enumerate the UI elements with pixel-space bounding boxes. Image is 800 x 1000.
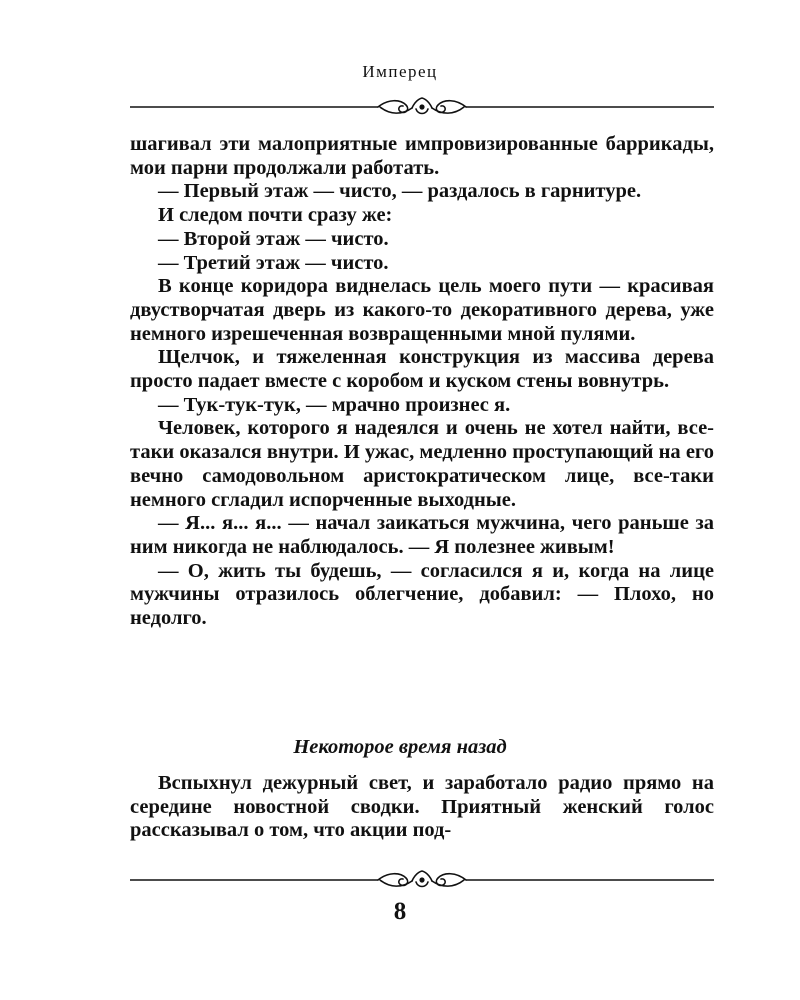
paragraph: — Я... я... я... — начал заикаться мужчина, чего раньше за ним никогда не наблюдалось. — Я полезнее живым! <box>130 512 714 558</box>
flourish-ornament-icon <box>130 95 714 119</box>
paragraph: Щелчок, и тяжеленная конструкция из массива дерева просто падает вместе с коробом и куском стены вовнутрь. <box>130 346 714 393</box>
paragraph: — Тук-тук-тук, — мрачно произнес я. <box>158 393 511 416</box>
paragraph: — Первый этаж — чисто, — раздалось в гарнитуре. <box>158 180 642 203</box>
paragraph: шагивал эти малоприятные импровизированные баррикады, мои парни продолжали работать. <box>130 133 714 179</box>
page-number: 8 <box>393 898 407 925</box>
paragraph: — О, жить ты будешь, — согласился я и, когда на лице мужчины отразилось облегчение, добавил: — Плохо, но недолго. <box>130 559 714 630</box>
header-ornament-rule <box>130 95 714 119</box>
paragraph: В конце коридора виднелась цель моего пути — красивая двустворчатая дверь из какого-то декоративного дерева, уже немного изрешеченная возвращенными мной пулями. <box>130 275 714 345</box>
section-body-text <box>130 772 714 843</box>
flourish-ornament-icon <box>130 868 714 892</box>
paragraph: И следом почти сразу же: <box>158 204 393 227</box>
paragraph: — Второй этаж — чисто. <box>158 227 389 250</box>
paragraph: Вспыхнул дежурный свет, и заработало радио прямо на середине новостной сводки. Приятный женский голос рассказывал о том, что акции под- <box>130 772 714 842</box>
body-text <box>130 133 714 631</box>
footer-ornament-rule <box>130 868 714 892</box>
section-heading: Некоторое время назад <box>293 736 507 758</box>
running-title: Имперец <box>362 62 438 81</box>
paragraph: — Третий этаж — чисто. <box>158 251 389 274</box>
paragraph: Человек, которого я надеялся и очень не хотел найти, все-таки оказался внутри. И ужас, медленно проступающий на его вечно самодовольном аристократическом лице, все-таки немного сгладил испорченные выходные. <box>130 417 714 511</box>
